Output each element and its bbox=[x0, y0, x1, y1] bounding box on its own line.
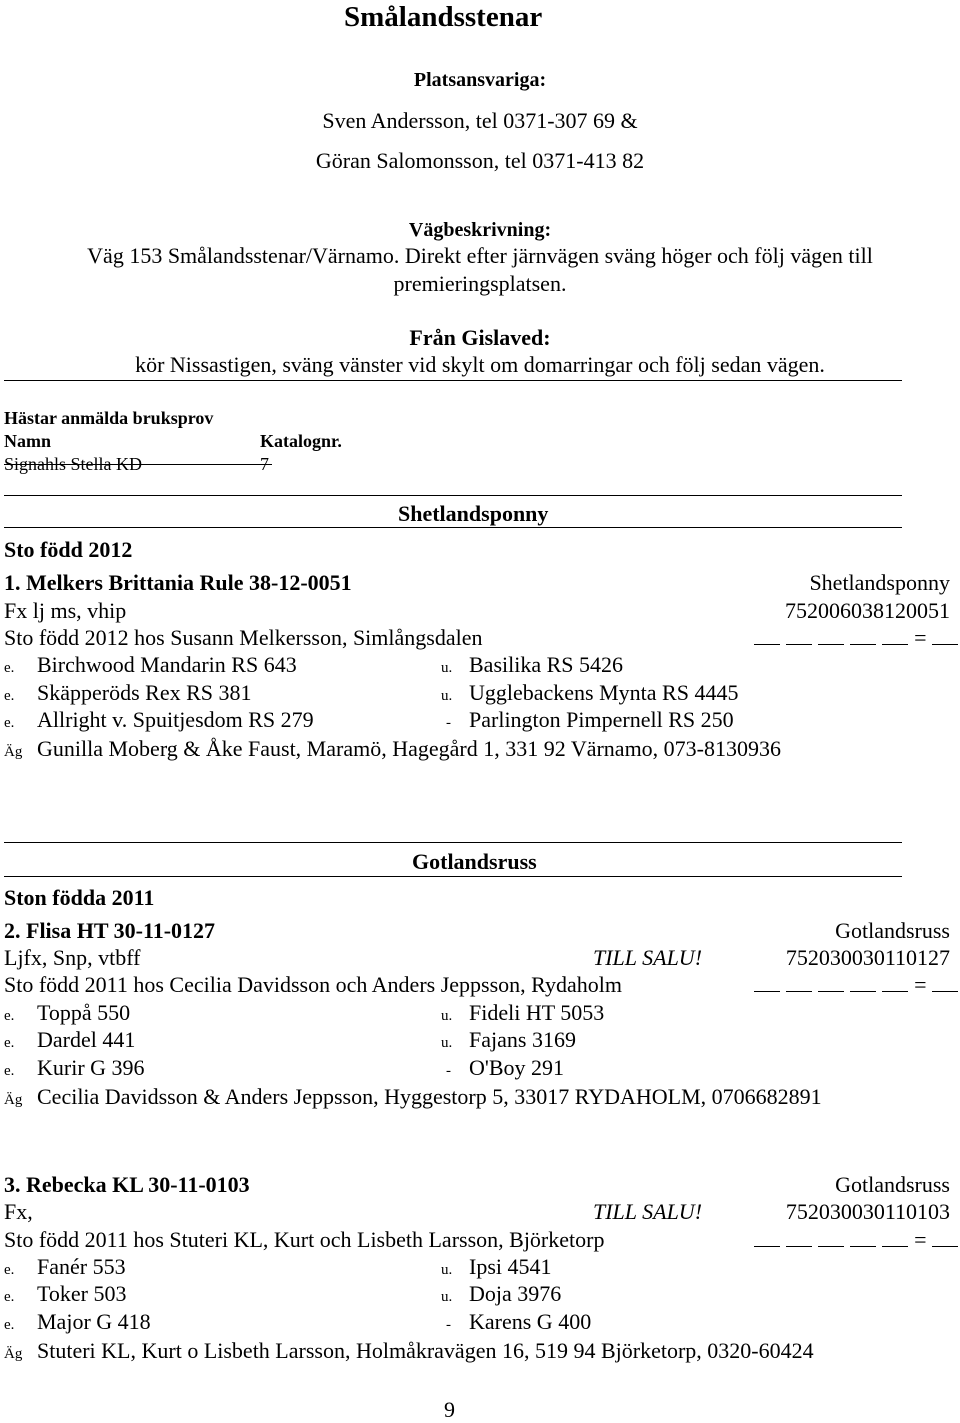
pedigree-row-label: - bbox=[446, 715, 451, 731]
entry-breed: Gotlandsruss bbox=[835, 1172, 950, 1197]
page-number: 9 bbox=[444, 1397, 455, 1422]
directions-line-1: Väg 153 Smålandsstenar/Värnamo. Direkt efter järnvägen sväng höger och följ vägen till bbox=[87, 243, 873, 268]
pedigree-row: e. bbox=[4, 660, 15, 676]
entry-reg-no: 752030030110103 bbox=[785, 1199, 950, 1224]
pedigree-sire: Toppå 550 bbox=[37, 1000, 131, 1025]
entry-color: Fx lj ms, vhip bbox=[4, 598, 127, 623]
pedigree-dam: Parlington Pimpernell RS 250 bbox=[469, 707, 734, 732]
entry-breed: Shetlandsponny bbox=[809, 570, 950, 595]
for-sale-label: TILL SALU! bbox=[593, 945, 703, 970]
pedigree-dam: Karens G 400 bbox=[469, 1309, 592, 1334]
entry-reg-no: 752006038120051 bbox=[785, 598, 950, 623]
entry-born: Sto född 2011 hos Stuteri KL, Kurt och Lisbeth Larsson, Björketorp bbox=[4, 1227, 605, 1252]
owner: Cecilia Davidsson & Anders Jeppsson, Hyggestorp 5, 33017 RYDAHOLM, 0706682891 bbox=[37, 1084, 822, 1109]
entry-heading: 2. Flisa HT 30-11-0127 bbox=[4, 918, 216, 943]
directions-heading: Vägbeskrivning: bbox=[408, 219, 552, 241]
pedigree-dam: Fideli HT 5053 bbox=[469, 1000, 605, 1025]
pedigree-dam: Doja 3976 bbox=[469, 1281, 562, 1306]
pedigree-row-label: u. bbox=[441, 1008, 453, 1024]
pedigree-sire: Dardel 441 bbox=[37, 1027, 136, 1052]
for-sale-label: TILL SALU! bbox=[593, 1199, 703, 1224]
pedigree-row: e. bbox=[4, 1063, 15, 1079]
score-equals: = bbox=[914, 1227, 927, 1252]
from-heading: Från Gislaved: bbox=[409, 325, 551, 350]
pedigree-sire: Major G 418 bbox=[37, 1309, 151, 1334]
pedigree-sire: Birchwood Mandarin RS 643 bbox=[37, 652, 297, 677]
brukprov-heading: Hästar anmälda bruksprov bbox=[4, 408, 214, 428]
pedigree-sire: Toker 503 bbox=[37, 1281, 127, 1306]
entry-born: Sto född 2011 hos Cecilia Davidsson och Anders Jeppsson, Rydaholm bbox=[4, 972, 622, 997]
directions-line-2: premieringsplatsen. bbox=[393, 271, 567, 296]
pedigree-row: e. bbox=[4, 1008, 15, 1024]
pedigree-sire: Kurir G 396 bbox=[37, 1055, 145, 1080]
pedigree-sire: Skäpperöds Rex RS 381 bbox=[37, 680, 252, 705]
pedigree-dam: O'Boy 291 bbox=[469, 1055, 565, 1080]
owner: Stuteri KL, Kurt o Lisbeth Larsson, Holmåkravägen 16, 519 94 Björketorp, 0320-60424 bbox=[37, 1338, 814, 1363]
score-equals: = bbox=[914, 972, 927, 997]
entry-born: Sto född 2012 hos Susann Melkersson, Simlångsdalen bbox=[4, 625, 483, 650]
owner-label: Äg bbox=[4, 1346, 23, 1362]
pedigree-row-label: u. bbox=[441, 660, 453, 676]
entry-heading: 3. Rebecka KL 30-11-0103 bbox=[4, 1172, 250, 1197]
pedigree-row-label: u. bbox=[441, 1289, 453, 1305]
pedigree-row: e. bbox=[4, 715, 15, 731]
withdrawn-strike-line bbox=[4, 464, 272, 465]
pedigree-row-label: - bbox=[446, 1063, 451, 1079]
brukprov-entry-catalog: 7 bbox=[260, 454, 269, 474]
section-divider-bottom bbox=[4, 527, 902, 528]
pedigree-row-label: - bbox=[446, 1317, 451, 1333]
pedigree-sire: Fanér 553 bbox=[37, 1254, 126, 1279]
brukprov-col-catalog: Katalognr. bbox=[260, 431, 342, 451]
from-directions: kör Nissastigen, sväng vänster vid skylt om domarringar och följ sedan vägen. bbox=[135, 352, 825, 377]
pedigree-row-label: u. bbox=[441, 1262, 453, 1278]
score-blanks bbox=[754, 972, 958, 998]
entry-heading: 1. Melkers Brittania Rule 38-12-0051 bbox=[4, 570, 352, 595]
entry-color: Fx, bbox=[4, 1199, 33, 1224]
pedigree-row: e. bbox=[4, 1262, 15, 1278]
owner: Gunilla Moberg & Åke Faust, Maramö, Hagegård 1, 331 92 Värnamo, 073-8130936 bbox=[37, 736, 782, 761]
pedigree-row-label: u. bbox=[441, 1035, 453, 1051]
pedigree-sire: Allright v. Spuitjesdom RS 279 bbox=[37, 707, 314, 732]
group-heading: Ston födda 2011 bbox=[4, 885, 155, 910]
page-title: Smålandsstenar bbox=[344, 1, 543, 33]
pedigree-row-label: u. bbox=[441, 688, 453, 704]
section-divider-top bbox=[4, 842, 902, 843]
entry-reg-no: 752030030110127 bbox=[785, 945, 950, 970]
section-divider-bottom bbox=[4, 876, 902, 877]
brukprov-entry-name: Signahls Stella KD bbox=[4, 454, 142, 474]
pedigree-dam: Basilika RS 5426 bbox=[469, 652, 624, 677]
pedigree-dam: Fajans 3169 bbox=[469, 1027, 576, 1052]
section-divider-top bbox=[4, 495, 902, 496]
pedigree-dam: Ugglebackens Mynta RS 4445 bbox=[469, 680, 739, 705]
responsible-contact-2: Göran Salomonsson, tel 0371-413 82 bbox=[315, 148, 645, 173]
pedigree-dam: Ipsi 4541 bbox=[469, 1254, 552, 1279]
divider bbox=[4, 380, 902, 381]
owner-label: Äg bbox=[4, 744, 23, 760]
responsible-contact-1: Sven Andersson, tel 0371-307 69 & bbox=[322, 108, 638, 133]
group-heading: Sto född 2012 bbox=[4, 537, 133, 562]
owner-label: Äg bbox=[4, 1092, 23, 1108]
pedigree-row: e. bbox=[4, 1317, 15, 1333]
entry-breed: Gotlandsruss bbox=[835, 918, 950, 943]
breed-heading: Gotlandsruss bbox=[412, 849, 537, 874]
responsible-heading: Platsansvariga: bbox=[413, 69, 547, 91]
score-blanks bbox=[754, 1227, 958, 1253]
entry-color: Ljfx, Snp, vtbff bbox=[4, 945, 141, 970]
score-equals: = bbox=[914, 625, 927, 650]
brukprov-col-name: Namn bbox=[4, 431, 52, 451]
pedigree-row: e. bbox=[4, 1289, 15, 1305]
pedigree-row: e. bbox=[4, 688, 15, 704]
pedigree-row: e. bbox=[4, 1035, 15, 1051]
score-blanks bbox=[754, 625, 958, 651]
breed-heading: Shetlandsponny bbox=[398, 501, 549, 526]
